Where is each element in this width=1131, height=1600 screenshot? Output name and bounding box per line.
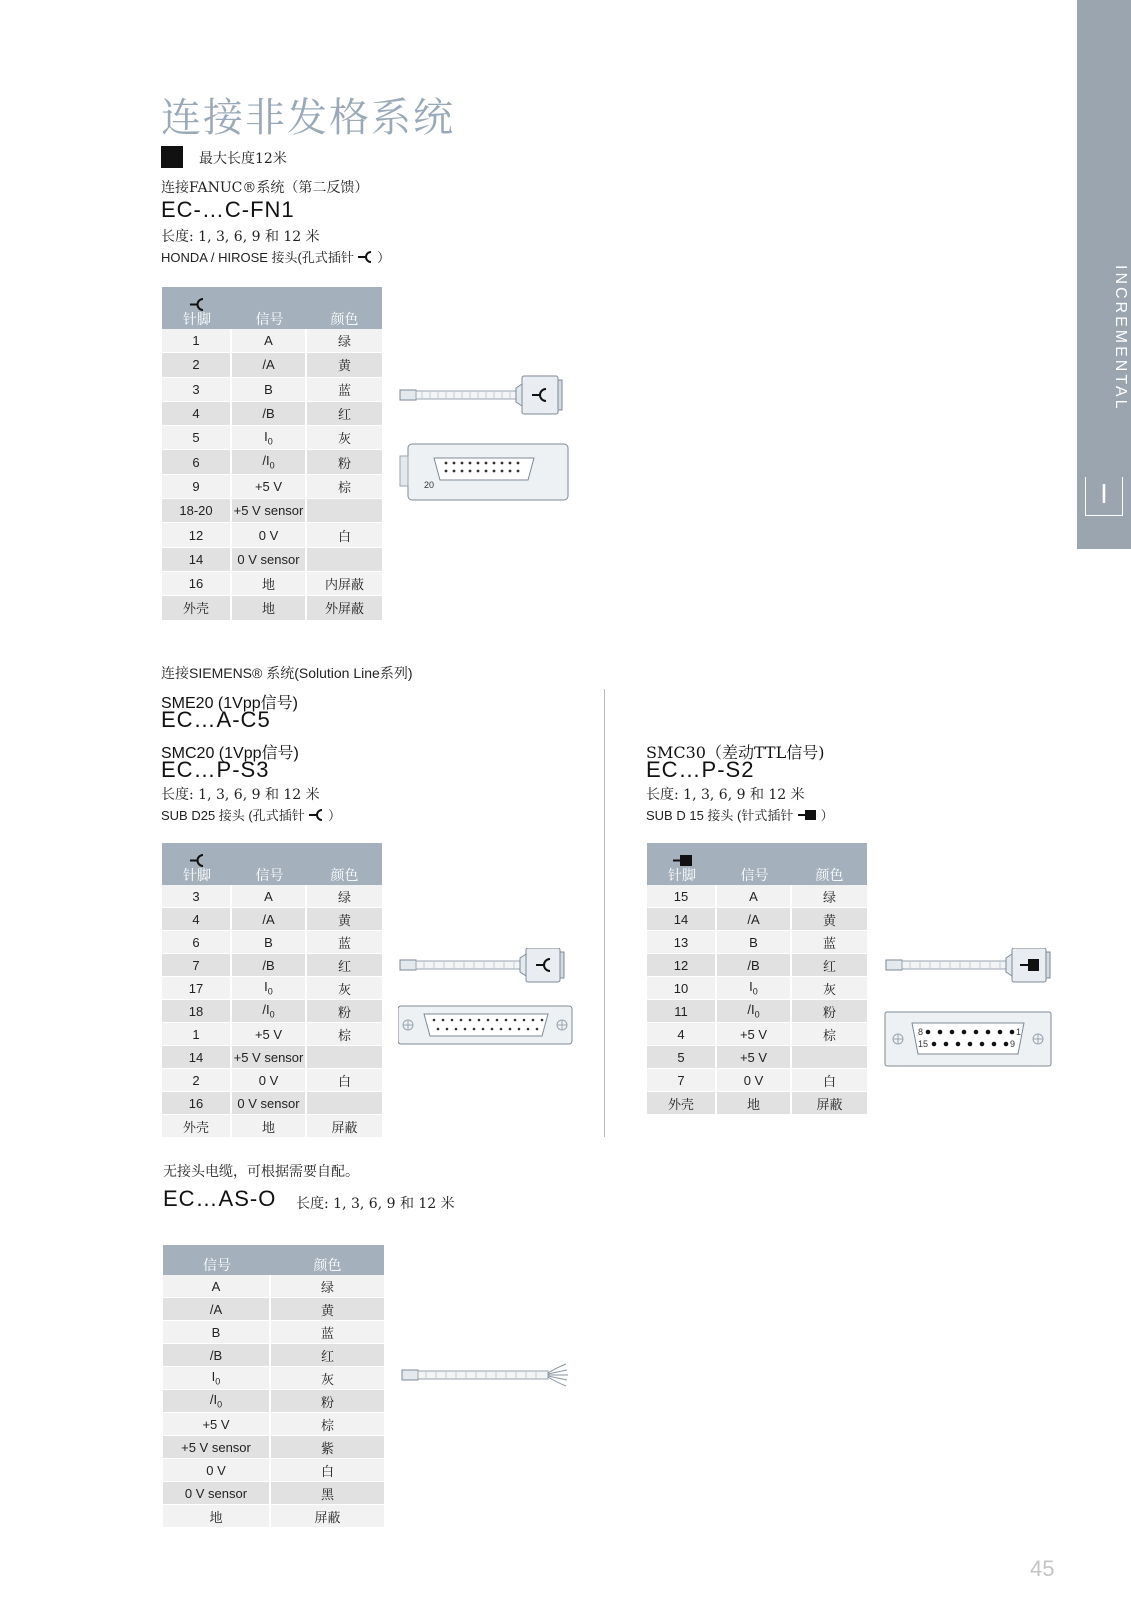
table-cell: 16 <box>162 572 232 596</box>
side-tab-roman: I <box>1085 477 1123 516</box>
table-cell: 外壳 <box>647 1092 717 1115</box>
table-cell: $I_0$ <box>232 426 307 450</box>
table-row <box>162 1092 382 1115</box>
table-cell: 外壳 <box>162 1115 232 1138</box>
table-cell: 14 <box>162 1046 232 1069</box>
smc30-pin-table <box>647 843 867 1115</box>
table-cell: 粉 <box>307 1000 382 1023</box>
column-divider <box>604 689 605 1137</box>
table-row <box>163 1459 384 1482</box>
table-row <box>162 1023 382 1046</box>
table-cell: /B <box>717 954 792 977</box>
table-cell <box>307 548 382 572</box>
table-cell: 2 <box>162 353 232 377</box>
fanuc-model: EC-…C-FN1 <box>161 197 295 222</box>
table-cell: 棕 <box>307 1023 382 1046</box>
socket-pin-icon <box>188 854 206 867</box>
table-cell: 白 <box>271 1459 384 1482</box>
table-row <box>647 1069 867 1092</box>
max-length-note: 最大长度12米 <box>199 151 287 167</box>
table-cell: B <box>717 931 792 954</box>
color-column-header: 颜色 <box>792 843 867 885</box>
open-cable-table <box>163 1245 384 1528</box>
pin-header-label: 针脚 <box>183 868 211 884</box>
table-row <box>647 1092 867 1115</box>
table-cell: /B <box>163 1344 271 1367</box>
table-cell <box>792 1046 867 1069</box>
table-cell: 7 <box>647 1069 717 1092</box>
table-cell: $/I_0$ <box>717 1000 792 1023</box>
signal-column-header: 信号 <box>232 843 307 885</box>
table-cell: $I_0$ <box>717 977 792 1000</box>
table-cell: +5 V sensor <box>232 499 307 523</box>
smc20-model: EC…P-S3 <box>161 757 270 782</box>
table-cell: 0 V sensor <box>232 1092 307 1115</box>
table-cell: 绿 <box>307 885 382 908</box>
table-row <box>162 378 382 402</box>
signal-column-header: 信号 <box>163 1245 271 1275</box>
table-cell: 1 <box>162 1023 232 1046</box>
table-cell: 外屏蔽 <box>307 596 382 620</box>
table-cell: B <box>163 1321 271 1344</box>
table-cell: 0 V <box>717 1069 792 1092</box>
table-cell: 地 <box>232 1115 307 1138</box>
color-column-header: 颜色 <box>271 1245 384 1275</box>
table-cell: 地 <box>232 572 307 596</box>
table-cell: /A <box>717 908 792 931</box>
table-cell: 地 <box>717 1092 792 1115</box>
table-cell: 黄 <box>271 1298 384 1321</box>
plug-pin-icon <box>797 809 817 821</box>
socket-pin-icon <box>188 298 206 311</box>
table-cell: 屏蔽 <box>271 1505 384 1528</box>
table-cell: 黑 <box>271 1482 384 1505</box>
table-cell: 绿 <box>792 885 867 908</box>
table-cell: B <box>232 931 307 954</box>
table-cell: 5 <box>162 426 232 450</box>
table-row <box>163 1298 384 1321</box>
table-cell: /B <box>232 402 307 426</box>
table-row <box>163 1413 384 1436</box>
table-cell: /A <box>232 353 307 377</box>
table-cell: 18-20 <box>162 499 232 523</box>
open-cable-model: EC…AS-O <box>163 1186 277 1211</box>
table-cell: 4 <box>162 908 232 931</box>
page-title: 连接非发格系统 <box>161 95 455 141</box>
table-cell: B <box>232 378 307 402</box>
table-cell: $/I_0$ <box>163 1390 271 1413</box>
table-cell: 红 <box>271 1344 384 1367</box>
pin-column-header <box>162 843 232 885</box>
fanuc-pin-20-label: 20 <box>424 480 435 490</box>
table-cell: 0 V <box>232 523 307 547</box>
table-cell: 黄 <box>307 908 382 931</box>
table-cell: A <box>717 885 792 908</box>
table-row <box>162 402 382 426</box>
table-cell: 黄 <box>307 353 382 377</box>
table-cell: 4 <box>162 402 232 426</box>
table-cell: 粉 <box>307 450 382 474</box>
table-cell: 白 <box>307 523 382 547</box>
table-cell: +5 V sensor <box>232 1046 307 1069</box>
table-cell: 蓝 <box>307 378 382 402</box>
fanuc-connector-close: ） <box>377 250 391 265</box>
table-cell: 红 <box>307 954 382 977</box>
table-cell: +5 V <box>232 475 307 499</box>
table-cell: 0 V <box>232 1069 307 1092</box>
smc30-connector-close: ） <box>820 808 834 823</box>
table-cell: A <box>163 1275 271 1298</box>
table-cell: 14 <box>647 908 717 931</box>
table-row <box>647 1000 867 1023</box>
table-cell: 18 <box>162 1000 232 1023</box>
siemens-heading: 连接SIEMENS® 系统(Solution Line系列) <box>161 665 413 681</box>
smc20-label: SMC20 (1Vpp信号) <box>161 745 299 762</box>
table-cell: 屏蔽 <box>792 1092 867 1115</box>
table-row <box>163 1482 384 1505</box>
open-cable-drawing <box>400 1362 570 1388</box>
pin-column-header <box>647 843 717 885</box>
table-row <box>162 499 382 523</box>
table-cell: 5 <box>647 1046 717 1069</box>
table-cell: 白 <box>307 1069 382 1092</box>
table-row <box>647 908 867 931</box>
table-cell: 粉 <box>271 1390 384 1413</box>
table-cell: A <box>232 329 307 353</box>
table-cell: 2 <box>162 1069 232 1092</box>
smc30-connector-drawing <box>884 948 1054 1068</box>
table-cell: 灰 <box>307 977 382 1000</box>
table-cell: 12 <box>162 523 232 547</box>
smc30-label: SMC30（差动TTL信号) <box>646 743 825 762</box>
table-row <box>162 885 382 908</box>
table-cell: +5 V sensor <box>163 1436 271 1459</box>
table-cell: +5 V <box>717 1046 792 1069</box>
smc20-connector-drawing <box>398 948 574 1046</box>
table-cell: 绿 <box>307 329 382 353</box>
table-cell: +5 V <box>232 1023 307 1046</box>
table-cell: 灰 <box>271 1367 384 1390</box>
table-row <box>163 1390 384 1413</box>
table-cell: 红 <box>792 954 867 977</box>
sme20-model: EC…A-C5 <box>161 707 271 732</box>
table-cell: 棕 <box>271 1413 384 1436</box>
table-cell: 0 V sensor <box>232 548 307 572</box>
table-cell: 12 <box>647 954 717 977</box>
table-row <box>163 1505 384 1528</box>
smc20-connector-text: SUB D25 接头 (孔式插针 <box>161 808 305 823</box>
table-cell: 9 <box>162 475 232 499</box>
smc30-length: 长度: 1, 3, 6, 9 和 12 米 <box>646 787 805 803</box>
table-cell: 绿 <box>271 1275 384 1298</box>
table-cell: 地 <box>163 1505 271 1528</box>
table-cell: 4 <box>647 1023 717 1046</box>
table-row <box>647 954 867 977</box>
table-cell: 屏蔽 <box>307 1115 382 1138</box>
table-cell: A <box>232 885 307 908</box>
table-cell: 黄 <box>792 908 867 931</box>
table-cell: $I_0$ <box>232 977 307 1000</box>
sme20-label: SME20 (1Vpp信号) <box>161 695 298 712</box>
table-row <box>162 1069 382 1092</box>
table-cell: +5 V <box>717 1023 792 1046</box>
pin-column-header <box>162 287 232 329</box>
table-row <box>162 426 382 450</box>
table-cell: 11 <box>647 1000 717 1023</box>
max-length-marker <box>161 146 183 168</box>
table-row <box>162 954 382 977</box>
fanuc-length: 长度: 1, 3, 6, 9 和 12 米 <box>161 229 320 245</box>
table-cell: 3 <box>162 885 232 908</box>
table-row <box>163 1344 384 1367</box>
fanuc-connector-drawing <box>398 372 570 512</box>
table-cell: 3 <box>162 378 232 402</box>
fanuc-connector-text: HONDA / HIROSE 接头(孔式插针 <box>161 250 354 265</box>
table-row <box>162 1046 382 1069</box>
table-cell: 灰 <box>307 426 382 450</box>
table-cell: 蓝 <box>792 931 867 954</box>
table-row <box>162 475 382 499</box>
table-cell: 红 <box>307 402 382 426</box>
table-row <box>162 353 382 377</box>
table-row <box>647 977 867 1000</box>
fanuc-heading: 连接FANUC®系统（第二反馈） <box>161 180 369 196</box>
table-cell: +5 V <box>163 1413 271 1436</box>
fanuc-connector <box>161 247 390 266</box>
side-tab <box>1077 0 1131 549</box>
smc20-pin-table <box>162 843 382 1138</box>
table-cell: 13 <box>647 931 717 954</box>
socket-pin-icon <box>357 251 373 263</box>
table-row <box>647 931 867 954</box>
table-cell: 15 <box>647 885 717 908</box>
table-cell <box>307 1046 382 1069</box>
table-row <box>162 548 382 572</box>
page-number: 45 <box>1030 1556 1055 1581</box>
table-cell: 外壳 <box>162 596 232 620</box>
table-cell: 棕 <box>307 475 382 499</box>
table-row <box>163 1321 384 1344</box>
table-cell: 棕 <box>792 1023 867 1046</box>
table-cell: 14 <box>162 548 232 572</box>
plug-pin-icon <box>671 854 693 867</box>
open-cable-length: 长度: 1, 3, 6, 9 和 12 米 <box>296 1196 455 1212</box>
table-cell: 蓝 <box>271 1321 384 1344</box>
color-column-header: 颜色 <box>307 287 382 329</box>
side-tab-label: INCREMENTAL <box>1112 265 1129 412</box>
table-cell: 粉 <box>792 1000 867 1023</box>
pin-header-label: 针脚 <box>668 868 696 884</box>
table-cell: 6 <box>162 450 232 474</box>
table-cell: 0 V <box>163 1459 271 1482</box>
table-cell: /A <box>163 1298 271 1321</box>
smc20-connector <box>161 805 341 824</box>
table-row <box>162 523 382 547</box>
table-cell: 内屏蔽 <box>307 572 382 596</box>
table-cell: 10 <box>647 977 717 1000</box>
smc20-connector-close: ） <box>328 808 342 823</box>
pin-header-label: 针脚 <box>183 312 211 328</box>
socket-pin-icon <box>308 809 324 821</box>
table-row <box>162 572 382 596</box>
table-cell: 7 <box>162 954 232 977</box>
table-cell <box>307 499 382 523</box>
table-cell: 17 <box>162 977 232 1000</box>
table-row <box>647 885 867 908</box>
table-row <box>162 1000 382 1023</box>
pin-15-label: 15 <box>918 1039 929 1049</box>
smc30-model: EC…P-S2 <box>646 757 755 782</box>
table-row <box>162 450 382 474</box>
table-row <box>162 329 382 353</box>
table-cell: 16 <box>162 1092 232 1115</box>
signal-column-header: 信号 <box>717 843 792 885</box>
table-cell: $/I_0$ <box>232 450 307 474</box>
table-row <box>162 1115 382 1138</box>
pin-9-label: 9 <box>1010 1039 1016 1049</box>
table-cell: 0 V sensor <box>163 1482 271 1505</box>
table-row <box>163 1436 384 1459</box>
table-cell: $I_0$ <box>163 1367 271 1390</box>
table-cell: 紫 <box>271 1436 384 1459</box>
table-row <box>162 908 382 931</box>
table-row <box>162 596 382 620</box>
table-row <box>647 1046 867 1069</box>
smc20-length: 长度: 1, 3, 6, 9 和 12 米 <box>161 787 320 803</box>
pin-1-label: 1 <box>1016 1027 1022 1037</box>
open-cable-note: 无接头电缆，可根据需要自配。 <box>163 1164 359 1180</box>
table-cell: 6 <box>162 931 232 954</box>
table-cell: $/I_0$ <box>232 1000 307 1023</box>
table-cell: /A <box>232 908 307 931</box>
table-cell: 地 <box>232 596 307 620</box>
table-cell: /B <box>232 954 307 977</box>
color-column-header: 颜色 <box>307 843 382 885</box>
smc30-connector-text: SUB D 15 接头 (针式插针 <box>646 808 794 823</box>
table-row <box>163 1275 384 1298</box>
smc30-connector <box>646 805 834 824</box>
table-row <box>162 977 382 1000</box>
pin-8-label: 8 <box>918 1027 924 1037</box>
table-cell: 蓝 <box>307 931 382 954</box>
table-row <box>162 931 382 954</box>
fanuc-pin-table <box>162 287 382 621</box>
table-cell: 灰 <box>792 977 867 1000</box>
table-cell: 白 <box>792 1069 867 1092</box>
table-row <box>163 1367 384 1390</box>
table-cell: 1 <box>162 329 232 353</box>
table-cell <box>307 1092 382 1115</box>
table-row <box>647 1023 867 1046</box>
signal-column-header: 信号 <box>232 287 307 329</box>
